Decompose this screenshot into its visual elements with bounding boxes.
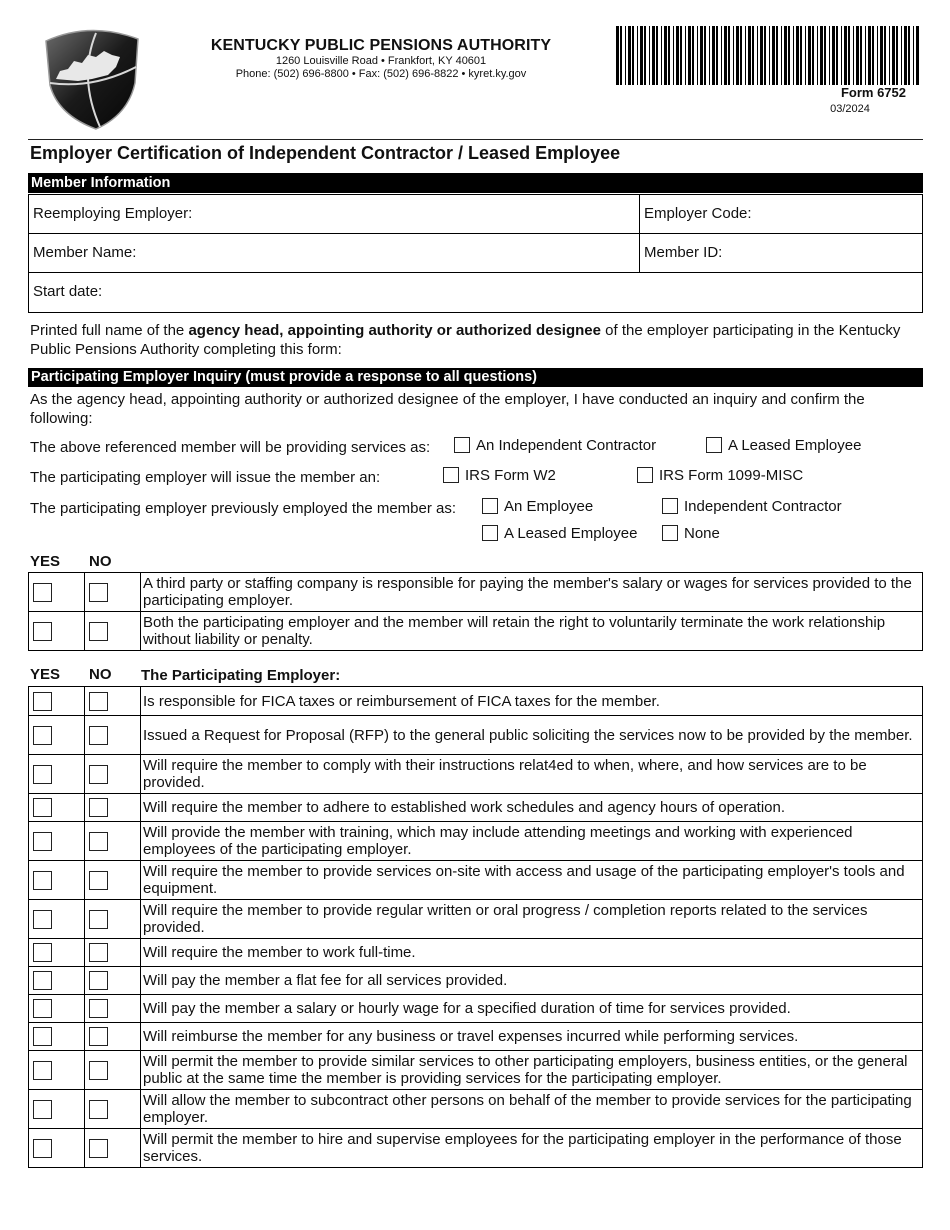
yes-cell	[29, 900, 85, 939]
option-irs-w2[interactable]: IRS Form W2	[443, 467, 556, 484]
yes-cell	[29, 1023, 85, 1051]
checkbox[interactable]	[482, 498, 498, 514]
table-row	[29, 794, 923, 822]
barcode-bar	[733, 26, 734, 85]
yes-checkbox[interactable]	[33, 871, 52, 890]
yes-cell	[29, 1051, 85, 1090]
no-cell	[85, 967, 141, 995]
option-leased-employee[interactable]: A Leased Employee	[706, 437, 861, 454]
barcode-bar	[620, 26, 622, 85]
barcode-bar	[916, 26, 919, 85]
barcode-bar	[652, 26, 655, 85]
table-row	[29, 1129, 923, 1168]
no-cell	[85, 1129, 141, 1168]
no-checkbox[interactable]	[89, 943, 108, 962]
barcode-bar	[820, 26, 823, 85]
no-cell	[85, 755, 141, 794]
checkbox[interactable]	[482, 525, 498, 541]
no-cell	[85, 612, 141, 651]
question-text: Will provide the member with training, which may include attending meetings and working with experienced employees of the participating employer.	[141, 822, 923, 861]
table-row	[29, 612, 923, 651]
barcode-bar	[712, 26, 715, 85]
no-cell	[85, 939, 141, 967]
barcode-bar	[745, 26, 746, 85]
participating-employer-heading: The Participating Employer:	[141, 667, 341, 684]
barcode-bar	[632, 26, 634, 85]
yes-checkbox[interactable]	[33, 583, 52, 602]
header-divider	[28, 139, 923, 140]
barcode-bar	[832, 26, 835, 85]
yes-cell	[29, 939, 85, 967]
table-row	[29, 1090, 923, 1129]
table-row	[29, 900, 923, 939]
question-text: Will require the member to provide services on-site with access and usage of the participating employer's tools and equipment.	[141, 861, 923, 900]
yes-checkbox[interactable]	[33, 1139, 52, 1158]
option-irs-1099-misc[interactable]: IRS Form 1099-MISC	[637, 467, 803, 484]
no-cell	[85, 995, 141, 1023]
checkbox[interactable]	[637, 467, 653, 483]
barcode-bar	[824, 26, 826, 85]
barcode-bar	[889, 26, 890, 85]
barcode-bar	[788, 26, 790, 85]
yes-checkbox[interactable]	[33, 971, 52, 990]
yes-cell	[29, 794, 85, 822]
barcode-bar	[793, 26, 794, 85]
table-row	[29, 573, 923, 612]
barcode-bar	[841, 26, 842, 85]
barcode-bar	[868, 26, 871, 85]
barcode-bar	[685, 26, 686, 85]
start-date-field[interactable]	[28, 272, 923, 313]
no-checkbox[interactable]	[89, 726, 108, 745]
barcode-bar	[781, 26, 782, 85]
yes-cell	[29, 573, 85, 612]
barcode-bar	[908, 26, 910, 85]
question-text: Will require the member to comply with their instructions relat4ed to when, where, and how services are to be provided.	[141, 755, 923, 794]
question-text: A third party or staffing company is responsible for paying the member's salary or wages for services provided to the participating employer.	[141, 573, 923, 612]
barcode-bar	[904, 26, 907, 85]
question-text: Will permit the member to provide similar services to other participating employers, business entities, or the general public at the same time the member is providing services for the participating employer.	[141, 1051, 923, 1090]
yes-column-header-2: YES	[30, 666, 61, 683]
table-row	[29, 1023, 923, 1051]
no-cell	[85, 861, 141, 900]
barcode-bar	[709, 26, 710, 85]
page-title: Employer Certification of Independent Contractor / Leased Employee	[30, 143, 621, 163]
yes-checkbox[interactable]	[33, 1027, 52, 1046]
barcode-bar	[704, 26, 706, 85]
barcode-bar	[896, 26, 898, 85]
no-cell	[85, 1051, 141, 1090]
member-name-field[interactable]	[28, 233, 640, 273]
no-checkbox[interactable]	[89, 622, 108, 641]
barcode-bar	[901, 26, 902, 85]
question-text: Will require the member to provide regular written or oral progress / completion reports related to the services provided.	[141, 900, 923, 939]
barcode-bar	[865, 26, 866, 85]
table-row	[29, 822, 923, 861]
yes-cell	[29, 995, 85, 1023]
table-row	[29, 1051, 923, 1090]
yes-checkbox[interactable]	[33, 943, 52, 962]
yes-cell	[29, 755, 85, 794]
option-independent-contractor[interactable]: An Independent Contractor	[454, 437, 656, 454]
no-checkbox[interactable]	[89, 999, 108, 1018]
form-number: Form 6752	[840, 85, 906, 100]
third-party-questions-table	[28, 572, 923, 651]
employer-code-label: Employer Code:	[644, 205, 752, 222]
no-checkbox[interactable]	[89, 1139, 108, 1158]
barcode-bar	[757, 26, 758, 85]
yes-checkbox[interactable]	[33, 622, 52, 641]
question-text: Will permit the member to hire and supervise employees for the participating employer in the performance of those services.	[141, 1129, 923, 1168]
yes-cell	[29, 1129, 85, 1168]
yes-checkbox[interactable]	[33, 832, 52, 851]
barcode-bar	[812, 26, 814, 85]
barcode-bar	[892, 26, 895, 85]
inquiry-heading: Participating Employer Inquiry (must provide a response to all questions)	[28, 368, 923, 387]
services-as-question: The above referenced member will be providing services as:	[30, 439, 431, 456]
printed-name-instruction: Printed full name of the agency head, appointing authority or authorized designee of the employer participating in the Kentucky Public Pensions Authority completing this form:	[30, 322, 901, 358]
yes-checkbox[interactable]	[33, 765, 52, 784]
no-cell	[85, 1090, 141, 1129]
question-text: Will pay the member a flat fee for all services provided.	[141, 967, 923, 995]
yes-cell	[29, 612, 85, 651]
no-cell	[85, 573, 141, 612]
yes-cell	[29, 1090, 85, 1129]
question-text: Will pay the member a salary or hourly wage for a specified duration of time for services provided.	[141, 995, 923, 1023]
barcode-bar	[884, 26, 886, 85]
question-text: Issued a Request for Proposal (RFP) to the general public soliciting the services now to be provided by the member.	[141, 716, 923, 755]
barcode-bar	[673, 26, 674, 85]
barcode-bar	[664, 26, 667, 85]
table-row	[29, 967, 923, 995]
barcode-bar	[776, 26, 778, 85]
no-checkbox[interactable]	[89, 765, 108, 784]
yes-checkbox[interactable]	[33, 999, 52, 1018]
table-row	[29, 716, 923, 755]
question-text: Will require the member to adhere to established work schedules and agency hours of operation.	[141, 794, 923, 822]
barcode-bar	[848, 26, 850, 85]
barcode	[614, 26, 924, 85]
no-column-header-2: NO	[89, 666, 112, 683]
barcode-bar	[748, 26, 751, 85]
barcode-bar	[853, 26, 854, 85]
yes-checkbox[interactable]	[33, 798, 52, 817]
barcode-bar	[616, 26, 619, 85]
barcode-bar	[817, 26, 818, 85]
barcode-bar	[764, 26, 766, 85]
yes-checkbox[interactable]	[33, 1100, 52, 1119]
barcode-bar	[772, 26, 775, 85]
option-previous-employee[interactable]: An Employee	[482, 498, 593, 515]
barcode-bar	[796, 26, 799, 85]
barcode-bar	[760, 26, 763, 85]
no-checkbox[interactable]	[89, 583, 108, 602]
no-cell	[85, 794, 141, 822]
checkbox[interactable]	[662, 498, 678, 514]
no-cell	[85, 822, 141, 861]
org-address: 1260 Louisville Road • Frankfort, KY 40601	[275, 55, 487, 67]
barcode-bar	[644, 26, 646, 85]
yes-checkbox[interactable]	[33, 1061, 52, 1080]
form-date: 03/2024	[830, 103, 870, 115]
barcode-bar	[628, 26, 631, 85]
barcode-bar	[877, 26, 878, 85]
checkbox[interactable]	[662, 525, 678, 541]
yes-column-header: YES	[30, 553, 61, 570]
table-row	[29, 687, 923, 716]
yes-cell	[29, 687, 85, 716]
table-row	[29, 861, 923, 900]
no-checkbox[interactable]	[89, 910, 108, 929]
barcode-bar	[661, 26, 662, 85]
option-previous-none[interactable]: None	[662, 525, 720, 542]
barcode-bar	[736, 26, 739, 85]
start-date-label: Start date:	[33, 283, 103, 300]
no-checkbox[interactable]	[89, 871, 108, 890]
checkbox[interactable]	[443, 467, 459, 483]
barcode-bar	[676, 26, 679, 85]
no-cell	[85, 687, 141, 716]
barcode-bar	[880, 26, 883, 85]
no-checkbox[interactable]	[89, 832, 108, 851]
no-checkbox[interactable]	[89, 1061, 108, 1080]
table-row	[29, 995, 923, 1023]
barcode-bar	[769, 26, 770, 85]
checkbox[interactable]	[454, 437, 470, 453]
no-cell	[85, 1023, 141, 1051]
barcode-bar	[668, 26, 670, 85]
barcode-bar	[800, 26, 802, 85]
barcode-bar	[692, 26, 694, 85]
barcode-bar	[784, 26, 787, 85]
checkbox[interactable]	[706, 437, 722, 453]
barcode-bar	[640, 26, 643, 85]
barcode-bar	[680, 26, 682, 85]
table-row	[29, 755, 923, 794]
no-checkbox[interactable]	[89, 971, 108, 990]
barcode-bar	[829, 26, 830, 85]
yes-cell	[29, 861, 85, 900]
barcode-bar	[728, 26, 730, 85]
question-text: Will reimburse the member for any business or travel expenses incurred while performing services.	[141, 1023, 923, 1051]
issue-form-question: The participating employer will issue the member an:	[30, 469, 381, 486]
barcode-bar	[697, 26, 698, 85]
no-checkbox[interactable]	[89, 1100, 108, 1119]
barcode-bar	[860, 26, 862, 85]
barcode-bar	[625, 26, 626, 85]
barcode-bar	[637, 26, 638, 85]
no-column-header: NO	[89, 553, 112, 570]
barcode-bar	[913, 26, 914, 85]
barcode-bar	[656, 26, 658, 85]
barcode-bar	[805, 26, 806, 85]
barcode-bar	[836, 26, 838, 85]
yes-cell	[29, 967, 85, 995]
member-info-heading: Member Information	[28, 173, 923, 193]
kppa-shield-logo	[38, 27, 142, 131]
question-text: Will require the member to work full-time.	[141, 939, 923, 967]
reemploying-employer-label: Reemploying Employer:	[33, 205, 193, 222]
barcode-bar	[700, 26, 703, 85]
yes-cell	[29, 822, 85, 861]
no-checkbox[interactable]	[89, 798, 108, 817]
member-id-field[interactable]	[639, 233, 923, 273]
barcode-bar	[724, 26, 727, 85]
barcode-bar	[808, 26, 811, 85]
barcode-bar	[844, 26, 847, 85]
no-checkbox[interactable]	[89, 1027, 108, 1046]
option-previous-leased-employee[interactable]: A Leased Employee	[482, 525, 637, 542]
yes-checkbox[interactable]	[33, 692, 52, 711]
yes-cell	[29, 716, 85, 755]
question-text: Will allow the member to subcontract other persons on behalf of the member to provide services for the participating employer.	[141, 1090, 923, 1129]
question-text: Is responsible for FICA taxes or reimbursement of FICA taxes for the member.	[141, 687, 923, 716]
org-contact: Phone: (502) 696-8800 • Fax: (502) 696-8822 • kyret.ky.gov	[235, 68, 527, 80]
no-cell	[85, 716, 141, 755]
member-id-label: Member ID:	[644, 244, 723, 261]
question-text: Both the participating employer and the member will retain the right to voluntarily terminate the work relationship without liability or penalty.	[141, 612, 923, 651]
no-cell	[85, 900, 141, 939]
org-name: KENTUCKY PUBLIC PENSIONS AUTHORITY	[210, 37, 552, 54]
previously-employed-question: The participating employer previously employed the member as:	[30, 500, 457, 517]
participating-employer-table	[28, 686, 923, 1168]
barcode-bar	[872, 26, 874, 85]
member-name-label: Member Name:	[33, 244, 137, 261]
yes-checkbox[interactable]	[33, 726, 52, 745]
barcode-bar	[740, 26, 742, 85]
yes-checkbox[interactable]	[33, 910, 52, 929]
barcode-bar	[688, 26, 691, 85]
inquiry-intro: As the agency head, appointing authority or authorized designee of the employer, I have conducted an inquiry and confirm the following:	[30, 391, 865, 427]
no-checkbox[interactable]	[89, 692, 108, 711]
barcode-bar	[649, 26, 650, 85]
table-row	[29, 939, 923, 967]
barcode-bar	[752, 26, 754, 85]
barcode-bar	[721, 26, 722, 85]
barcode-bar	[856, 26, 859, 85]
reemploying-employer-field[interactable]	[28, 194, 640, 234]
barcode-bar	[716, 26, 718, 85]
option-previous-independent-contractor[interactable]: Independent Contractor	[662, 498, 842, 515]
employer-code-field[interactable]	[639, 194, 923, 234]
